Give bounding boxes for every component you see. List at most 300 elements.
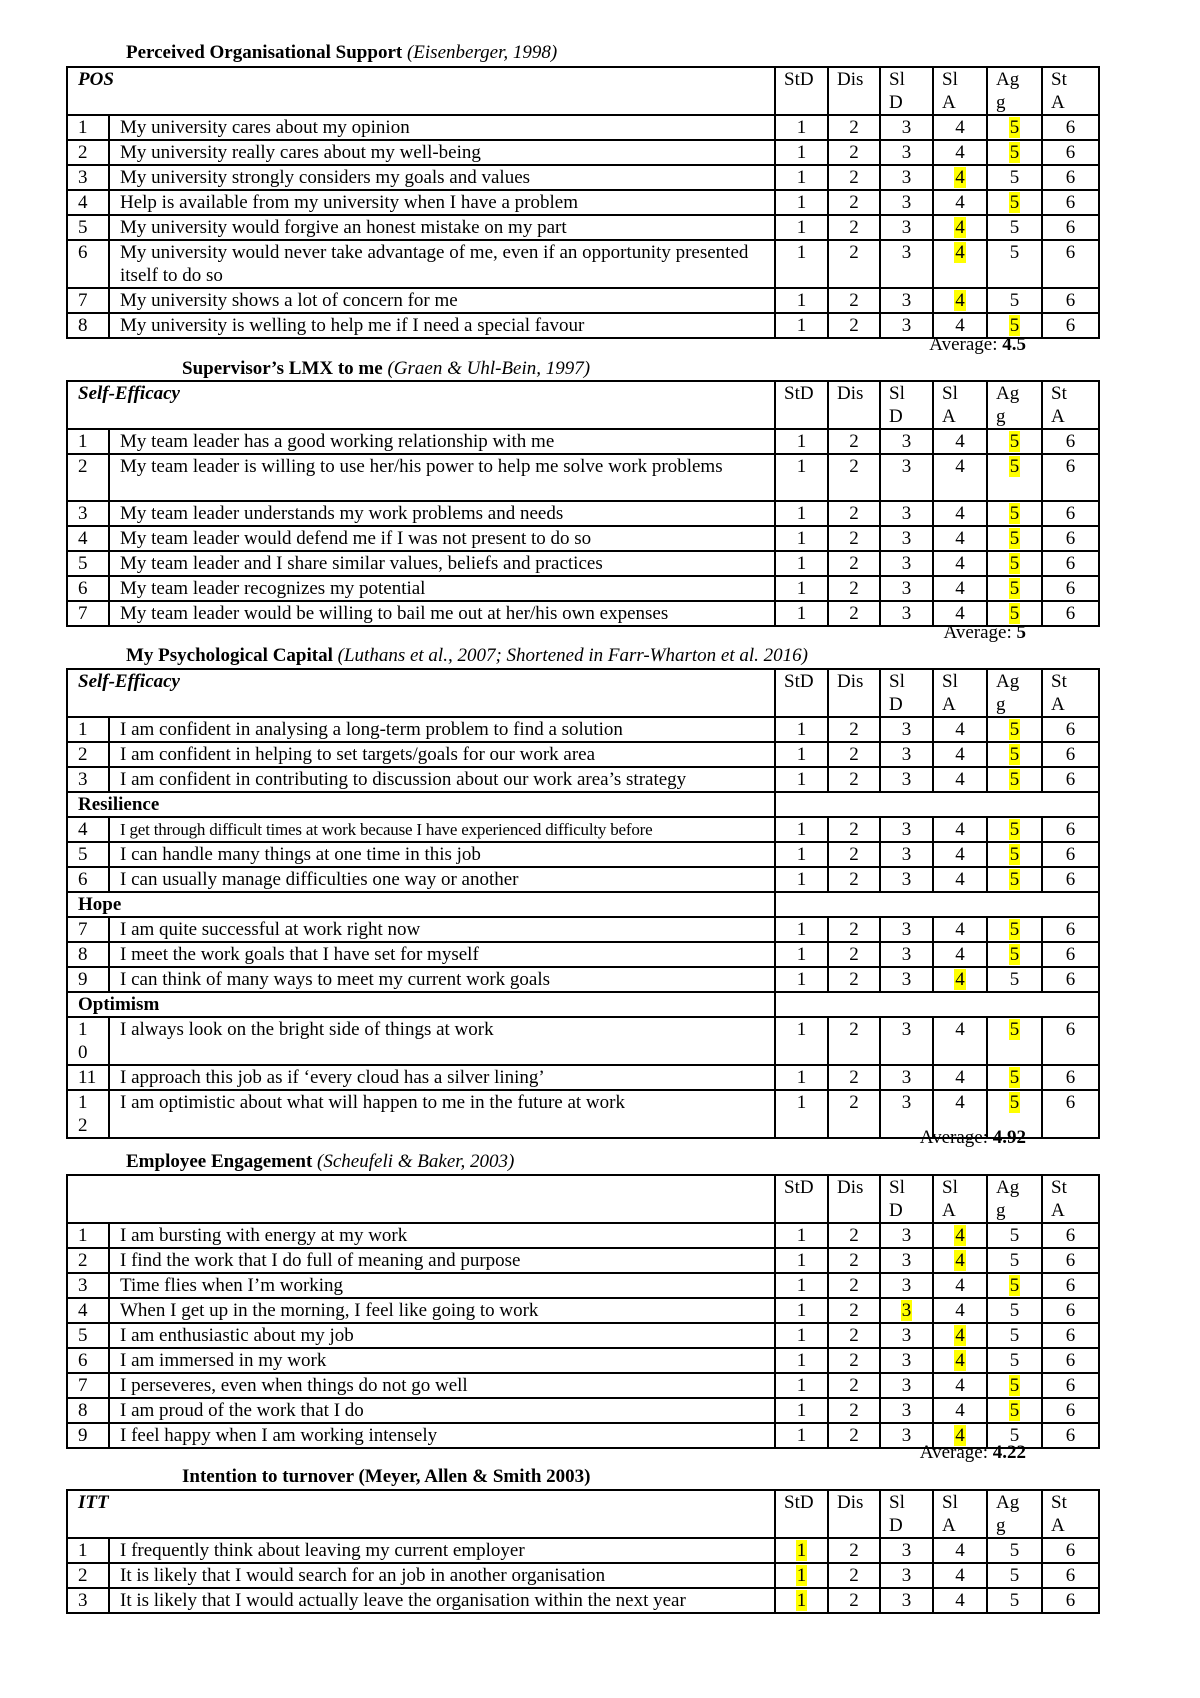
rating-option[interactable] (775, 215, 828, 240)
rating-option-selected[interactable] (987, 526, 1042, 551)
rating-option[interactable] (828, 526, 880, 551)
rating-option[interactable] (775, 454, 828, 501)
rating-value: 6 (1065, 167, 1076, 188)
rating-option-selected[interactable] (987, 454, 1042, 501)
rating-option[interactable] (933, 1398, 987, 1423)
rating-option[interactable] (1042, 240, 1099, 288)
rating-option[interactable] (933, 454, 987, 501)
rating-option[interactable] (880, 526, 933, 551)
rating-value: 4 (955, 919, 965, 940)
rating-option[interactable] (828, 867, 880, 892)
rating-option[interactable] (880, 1065, 933, 1090)
rating-option[interactable] (828, 1298, 880, 1323)
rating-option[interactable] (828, 842, 880, 867)
rating-option[interactable] (775, 1348, 828, 1373)
rating-option-selected[interactable] (987, 115, 1042, 140)
rating-value: 2 (849, 1590, 859, 1611)
rating-option-selected[interactable] (987, 551, 1042, 576)
rating-option[interactable] (880, 1538, 933, 1563)
rating-option[interactable] (987, 1223, 1042, 1248)
rating-value: 3 (901, 290, 912, 311)
rating-option-selected[interactable] (987, 1398, 1042, 1423)
rating-option[interactable] (775, 767, 828, 792)
rating-value: 2 (849, 1375, 859, 1396)
rating-option[interactable] (775, 917, 828, 942)
rating-option[interactable] (775, 190, 828, 215)
rating-option[interactable] (880, 967, 933, 992)
rating-option-selected[interactable] (987, 867, 1042, 892)
rating-option[interactable] (1042, 215, 1099, 240)
rating-value: 2 (849, 578, 859, 599)
rating-option[interactable] (933, 1273, 987, 1298)
rating-option[interactable] (828, 1373, 880, 1398)
average-score (929, 334, 1026, 356)
rating-option[interactable] (828, 313, 880, 338)
rating-option[interactable] (987, 1588, 1042, 1613)
rating-option[interactable] (775, 288, 828, 313)
rating-option[interactable] (1042, 742, 1099, 767)
rating-option[interactable] (933, 140, 987, 165)
rating-option[interactable] (880, 817, 933, 842)
item-text: My team leader would defend me if I was not present to do so (109, 526, 775, 551)
rating-option[interactable] (1042, 288, 1099, 313)
rating-option[interactable] (775, 842, 828, 867)
rating-option[interactable] (880, 240, 933, 288)
rating-option-selected[interactable] (987, 742, 1042, 767)
rating-option[interactable] (828, 1223, 880, 1248)
rating-option[interactable] (1042, 767, 1099, 792)
rating-option[interactable] (880, 313, 933, 338)
rating-option[interactable] (775, 165, 828, 190)
rating-option[interactable] (775, 1373, 828, 1398)
rating-option[interactable] (775, 1423, 828, 1448)
rating-option[interactable] (775, 429, 828, 454)
rating-option[interactable] (880, 742, 933, 767)
rating-value: 1 (796, 167, 807, 188)
rating-option[interactable] (933, 551, 987, 576)
rating-value: 5 (1009, 1350, 1020, 1371)
rating-option[interactable] (987, 288, 1042, 313)
rating-option[interactable] (1042, 842, 1099, 867)
rating-option[interactable] (1042, 576, 1099, 601)
rating-option[interactable] (933, 767, 987, 792)
rating-option[interactable] (1042, 1090, 1099, 1138)
scale-header-line2: g (996, 406, 1006, 427)
rating-option[interactable] (987, 1538, 1042, 1563)
rating-value: 3 (901, 117, 912, 138)
rating-option[interactable] (1042, 817, 1099, 842)
rating-option-selected[interactable] (987, 576, 1042, 601)
rating-option[interactable] (933, 1065, 987, 1090)
rating-option-selected[interactable] (933, 165, 987, 190)
rating-option[interactable] (828, 1398, 880, 1423)
rating-option[interactable] (933, 842, 987, 867)
rating-option[interactable] (828, 576, 880, 601)
rating-option[interactable] (775, 867, 828, 892)
rating-option[interactable] (775, 1248, 828, 1273)
rating-option-selected[interactable] (987, 842, 1042, 867)
rating-option-selected[interactable] (987, 817, 1042, 842)
rating-option[interactable] (880, 767, 933, 792)
rating-option[interactable] (880, 601, 933, 626)
rating-option[interactable] (1042, 1323, 1099, 1348)
rating-option[interactable] (828, 215, 880, 240)
rating-option[interactable] (880, 576, 933, 601)
rating-option[interactable] (828, 165, 880, 190)
rating-option-selected[interactable] (933, 1248, 987, 1273)
rating-option[interactable] (775, 942, 828, 967)
rating-option[interactable] (828, 917, 880, 942)
table-row (67, 454, 1099, 501)
rating-option[interactable] (775, 742, 828, 767)
rating-option-selected[interactable] (933, 967, 987, 992)
rating-option-selected[interactable] (775, 1588, 828, 1613)
rating-option[interactable] (775, 526, 828, 551)
rating-option[interactable] (775, 967, 828, 992)
rating-option[interactable] (1042, 454, 1099, 501)
rating-option-selected[interactable] (987, 1373, 1042, 1398)
rating-option-selected[interactable] (987, 1065, 1042, 1090)
rating-value: 6 (1065, 1275, 1076, 1296)
rating-option[interactable] (828, 601, 880, 626)
rating-option[interactable] (1042, 1273, 1099, 1298)
rating-option[interactable] (880, 165, 933, 190)
rating-option[interactable] (1042, 526, 1099, 551)
rating-option[interactable] (880, 1223, 933, 1248)
rating-option[interactable] (775, 1223, 828, 1248)
rating-option-selected[interactable] (987, 942, 1042, 967)
rating-option[interactable] (933, 1373, 987, 1398)
item-text: I find the work that I do full of meaning and purpose (109, 1248, 775, 1273)
rating-value: 6 (1065, 1400, 1076, 1421)
rating-value: 1 (796, 1250, 807, 1271)
rating-option[interactable] (828, 1348, 880, 1373)
rating-option[interactable] (775, 576, 828, 601)
rating-option-selected[interactable] (987, 717, 1042, 742)
rating-option[interactable] (775, 601, 828, 626)
item-number: 2 (67, 140, 109, 165)
rating-option[interactable] (775, 551, 828, 576)
table-row (67, 967, 1099, 992)
scale-header-line1: Ag (996, 69, 1020, 90)
rating-option[interactable] (828, 1248, 880, 1273)
rating-option[interactable] (1042, 1065, 1099, 1090)
rating-option[interactable] (828, 288, 880, 313)
scale-header (1042, 1175, 1099, 1223)
rating-option[interactable] (828, 140, 880, 165)
rating-option[interactable] (1042, 190, 1099, 215)
rating-option[interactable] (987, 1563, 1042, 1588)
scale-header-line2: A (942, 694, 956, 715)
rating-option[interactable] (1042, 1298, 1099, 1323)
scale-header-line1: Dis (837, 1177, 864, 1198)
item-text: I am enthusiastic about my job (109, 1323, 775, 1348)
rating-option[interactable] (987, 240, 1042, 288)
rating-option[interactable] (1042, 115, 1099, 140)
rating-option[interactable] (933, 1017, 987, 1065)
rating-option[interactable] (1042, 501, 1099, 526)
rating-option[interactable] (880, 190, 933, 215)
scale-header-line2: g (996, 1515, 1006, 1536)
rating-option[interactable] (880, 917, 933, 942)
rating-option-selected[interactable] (933, 1323, 987, 1348)
rating-option[interactable] (1042, 429, 1099, 454)
rating-value: 5 (1009, 217, 1020, 238)
scale-header (987, 1175, 1042, 1223)
rating-option-selected[interactable] (775, 1563, 828, 1588)
rating-option[interactable] (880, 115, 933, 140)
rating-option[interactable] (775, 1090, 828, 1138)
rating-option[interactable] (1042, 1348, 1099, 1373)
rating-value: 3 (901, 242, 912, 263)
scale-header (933, 669, 987, 717)
rating-value: 6 (1065, 142, 1076, 163)
rating-option[interactable] (933, 576, 987, 601)
rating-option[interactable] (987, 1248, 1042, 1273)
rating-option-selected[interactable] (987, 1017, 1042, 1065)
rating-option[interactable] (828, 190, 880, 215)
rating-option[interactable] (880, 454, 933, 501)
rating-option[interactable] (880, 288, 933, 313)
rating-option[interactable] (1042, 551, 1099, 576)
rating-value: 3 (901, 1067, 912, 1088)
rating-option-selected[interactable] (987, 1273, 1042, 1298)
rating-value: 1 (796, 1092, 807, 1113)
rating-option[interactable] (880, 551, 933, 576)
rating-option[interactable] (880, 1373, 933, 1398)
rating-option[interactable] (933, 867, 987, 892)
rating-option[interactable] (933, 1563, 987, 1588)
rating-value: 2 (849, 1300, 859, 1321)
rating-value: 1 (796, 1350, 807, 1371)
rating-option[interactable] (880, 867, 933, 892)
rating-option[interactable] (933, 917, 987, 942)
rating-value: 6 (1065, 192, 1076, 213)
section-title-text: Employee Engagement (126, 1151, 313, 1172)
rating-option[interactable] (880, 1563, 933, 1588)
rating-value: 3 (901, 1540, 912, 1561)
rating-option-selected[interactable] (933, 1223, 987, 1248)
rating-option[interactable] (828, 1423, 880, 1448)
rating-option[interactable] (1042, 717, 1099, 742)
rating-value: 5 (1009, 869, 1020, 890)
rating-option[interactable] (880, 1348, 933, 1373)
rating-value: 6 (1065, 769, 1076, 790)
rating-option[interactable] (775, 313, 828, 338)
rating-option-selected[interactable] (933, 240, 987, 288)
rating-option[interactable] (828, 1065, 880, 1090)
rating-option[interactable] (1042, 1223, 1099, 1248)
rating-value: 3 (901, 969, 912, 990)
rating-option[interactable] (987, 1323, 1042, 1348)
rating-value: 6 (1065, 528, 1076, 549)
rating-option[interactable] (880, 1273, 933, 1298)
rating-option[interactable] (828, 1017, 880, 1065)
rating-option[interactable] (775, 140, 828, 165)
rating-option[interactable] (880, 1588, 933, 1613)
rating-option[interactable] (828, 967, 880, 992)
rating-option[interactable] (1042, 1398, 1099, 1423)
scale-header (1042, 1490, 1099, 1538)
scale-header (775, 1175, 828, 1223)
rating-option[interactable] (880, 140, 933, 165)
rating-option[interactable] (828, 454, 880, 501)
rating-option[interactable] (1042, 1588, 1099, 1613)
rating-value: 6 (1065, 431, 1076, 452)
rating-option-selected[interactable] (933, 215, 987, 240)
rating-option[interactable] (775, 1017, 828, 1065)
rating-option[interactable] (933, 429, 987, 454)
rating-option[interactable] (933, 1588, 987, 1613)
rating-option[interactable] (775, 717, 828, 742)
rating-option[interactable] (1042, 967, 1099, 992)
rating-option[interactable] (828, 551, 880, 576)
rating-option-selected[interactable] (880, 1298, 933, 1323)
rating-option[interactable] (775, 501, 828, 526)
table-row (67, 1398, 1099, 1423)
rating-option[interactable] (987, 1348, 1042, 1373)
rating-option[interactable] (1042, 917, 1099, 942)
rating-value: 3 (901, 456, 912, 477)
average-value: 4.22 (992, 1442, 1026, 1463)
item-text: I am bursting with energy at my work (109, 1223, 775, 1248)
rating-option[interactable] (1042, 1373, 1099, 1398)
rating-option[interactable] (880, 1323, 933, 1348)
rating-value: 6 (1065, 1225, 1076, 1246)
rating-option[interactable] (828, 1323, 880, 1348)
rating-value: 6 (1065, 242, 1076, 263)
rating-option[interactable] (933, 190, 987, 215)
rating-option[interactable] (828, 1563, 880, 1588)
rating-option[interactable] (828, 767, 880, 792)
rating-option[interactable] (828, 742, 880, 767)
rating-option[interactable] (1042, 165, 1099, 190)
rating-option[interactable] (828, 115, 880, 140)
rating-option[interactable] (987, 1298, 1042, 1323)
rating-option[interactable] (987, 215, 1042, 240)
rating-option[interactable] (987, 165, 1042, 190)
rating-option[interactable] (1042, 1017, 1099, 1065)
rating-option[interactable] (1042, 867, 1099, 892)
rating-option-selected[interactable] (987, 501, 1042, 526)
rating-option[interactable] (933, 717, 987, 742)
rating-option[interactable] (933, 1538, 987, 1563)
rating-value: 3 (901, 1350, 912, 1371)
rating-option[interactable] (1042, 601, 1099, 626)
rating-option-selected[interactable] (987, 140, 1042, 165)
rating-option[interactable] (1042, 313, 1099, 338)
rating-option[interactable] (775, 817, 828, 842)
table-row (67, 817, 1099, 842)
item-text: My team leader and I share similar values, beliefs and practices (109, 551, 775, 576)
rating-option[interactable] (775, 1273, 828, 1298)
item-text: My team leader is willing to use her/his power to help me solve work problems (109, 454, 775, 501)
rating-option[interactable] (1042, 140, 1099, 165)
rating-option[interactable] (933, 1298, 987, 1323)
item-text: My university would never take advantage of me, even if an opportunity presented itself to do so (109, 240, 775, 288)
scale-header (933, 67, 987, 115)
rating-value: 4 (955, 869, 965, 890)
rating-option[interactable] (987, 967, 1042, 992)
rating-option[interactable] (828, 501, 880, 526)
rating-option[interactable] (880, 215, 933, 240)
rating-option[interactable] (828, 717, 880, 742)
rating-option[interactable] (775, 240, 828, 288)
rating-option[interactable] (828, 429, 880, 454)
rating-option[interactable] (880, 429, 933, 454)
rating-option-selected[interactable] (933, 288, 987, 313)
rating-option[interactable] (828, 240, 880, 288)
rating-value: 3 (901, 315, 912, 336)
rating-option[interactable] (880, 942, 933, 967)
rating-option[interactable] (933, 742, 987, 767)
subscale-label: Optimism (67, 992, 775, 1017)
table-row (67, 215, 1099, 240)
scale-header-line1: Ag (996, 1492, 1020, 1513)
rating-option[interactable] (933, 115, 987, 140)
item-text: My team leader recognizes my potential (109, 576, 775, 601)
scale-header (880, 67, 933, 115)
rating-option[interactable] (775, 115, 828, 140)
rating-option[interactable] (880, 1017, 933, 1065)
rating-option-selected[interactable] (987, 190, 1042, 215)
rating-value: 5 (1009, 290, 1020, 311)
rating-option[interactable] (933, 526, 987, 551)
rating-value: 1 (796, 578, 807, 599)
scale-header-line2: D (889, 1200, 903, 1221)
rating-option[interactable] (828, 1090, 880, 1138)
rating-option-selected[interactable] (933, 1348, 987, 1373)
rating-option[interactable] (880, 717, 933, 742)
rating-option[interactable] (828, 1538, 880, 1563)
rating-value: 2 (849, 553, 859, 574)
rating-option[interactable] (775, 1065, 828, 1090)
rating-value: 4 (955, 1425, 965, 1446)
rating-option[interactable] (880, 842, 933, 867)
rating-option[interactable] (1042, 1538, 1099, 1563)
rating-option[interactable] (1042, 1563, 1099, 1588)
rating-option[interactable] (933, 817, 987, 842)
rating-option[interactable] (1042, 942, 1099, 967)
rating-option[interactable] (880, 501, 933, 526)
rating-option[interactable] (775, 1323, 828, 1348)
rating-option[interactable] (828, 1588, 880, 1613)
rating-value: 6 (1065, 844, 1076, 865)
rating-option[interactable] (880, 1398, 933, 1423)
rating-option[interactable] (1042, 1423, 1099, 1448)
rating-option-selected[interactable] (775, 1538, 828, 1563)
rating-value: 2 (849, 1540, 859, 1561)
rating-value: 5 (1009, 1250, 1020, 1271)
rating-option[interactable] (880, 1248, 933, 1273)
rating-option[interactable] (933, 501, 987, 526)
rating-option-selected[interactable] (987, 429, 1042, 454)
rating-option[interactable] (828, 817, 880, 842)
rating-option[interactable] (775, 1298, 828, 1323)
rating-option[interactable] (828, 942, 880, 967)
rating-option[interactable] (933, 942, 987, 967)
item-number: 5 (67, 551, 109, 576)
rating-option[interactable] (1042, 1248, 1099, 1273)
rating-option[interactable] (828, 1273, 880, 1298)
rating-value: 1 (796, 242, 807, 263)
scale-header-line2: A (1051, 406, 1065, 427)
section-citation: (Graen & Uhl-Bein, 1997) (382, 358, 591, 379)
rating-option-selected[interactable] (987, 917, 1042, 942)
table-row (67, 917, 1099, 942)
rating-option-selected[interactable] (987, 767, 1042, 792)
rating-option[interactable] (775, 1398, 828, 1423)
